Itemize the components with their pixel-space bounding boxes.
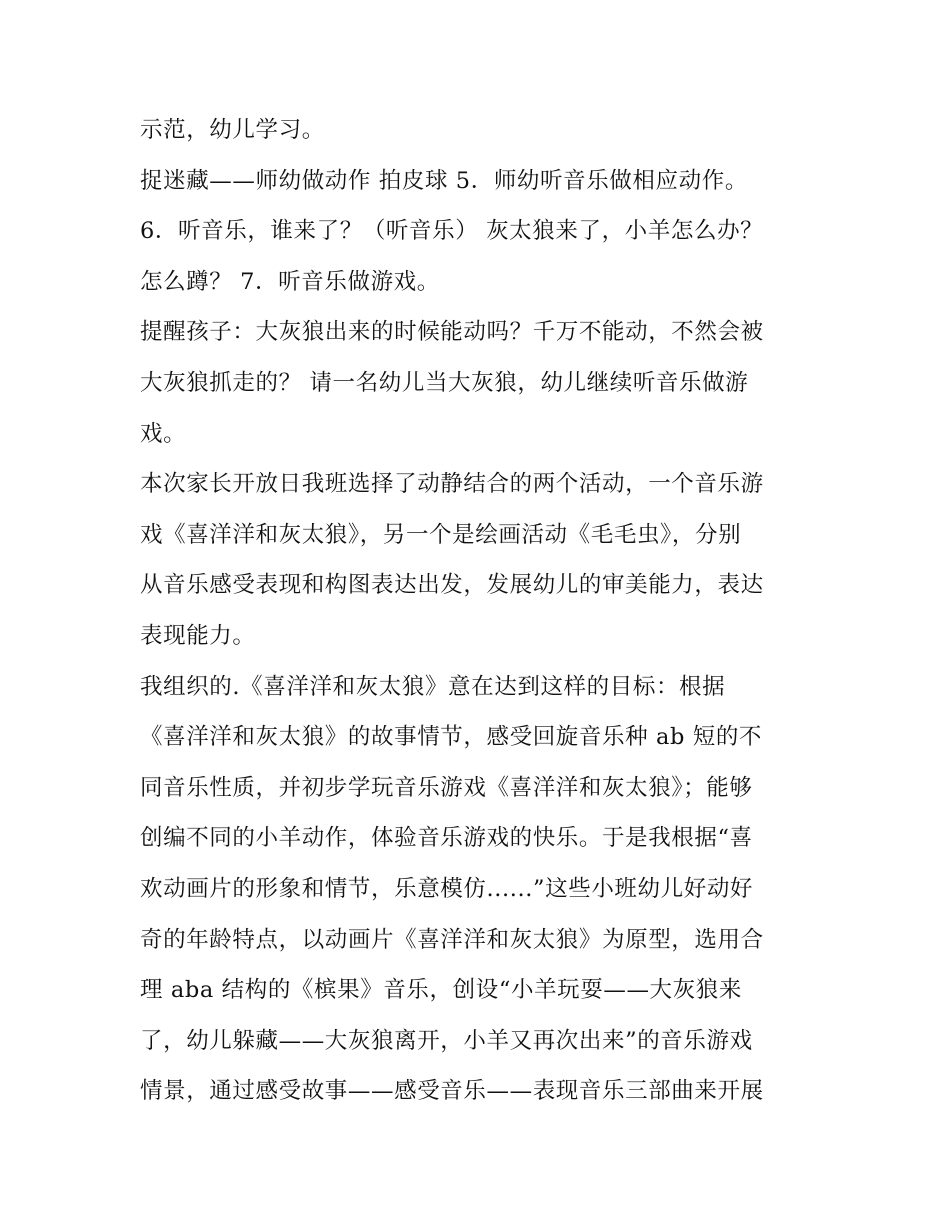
text-line: 同音乐性质，并初步学玩音乐游戏《喜洋洋和灰太狼》；能够 bbox=[140, 775, 753, 801]
text-line: 示范，幼儿学习。 bbox=[140, 117, 325, 143]
text-line: 怎么蹲？ 7．听音乐做游戏。 bbox=[140, 269, 440, 295]
text-line: 理 aba 结构的《槟果》音乐，创设“小羊玩耍——大灰狼来 bbox=[140, 977, 742, 1003]
text-line: 捉迷藏——师幼做动作 拍皮球 5．师幼听音乐做相应动作。 bbox=[140, 168, 748, 194]
text-line: 了，幼儿躲藏——大灰狼离开，小羊又再次出来”的音乐游戏 bbox=[140, 1028, 753, 1054]
text-line: 戏《喜洋洋和灰太狼》，另一个是绘画活动《毛毛虫》，分别 bbox=[140, 522, 742, 548]
text-line: 本次家长开放日我班选择了动静结合的两个活动，一个音乐游 bbox=[140, 471, 764, 497]
text-line: 戏。 bbox=[140, 421, 187, 447]
text-line: 我组织的.《喜洋洋和灰太狼》意在达到这样的目标：根据 bbox=[140, 674, 726, 700]
text-line: 欢动画片的形象和情节，乐意模仿......”这些小班幼儿好动好 bbox=[140, 876, 754, 902]
text-line: 6．听音乐，谁来了？（听音乐） 灰太狼来了，小羊怎么办？ bbox=[140, 218, 764, 244]
text-line: 创编不同的小羊动作，体验音乐游戏的快乐。于是我根据“喜 bbox=[140, 825, 753, 851]
text-line: 《喜洋洋和灰太狼》的故事情节，感受回旋音乐种 ab 短的不 bbox=[140, 724, 763, 750]
text-line: 表现能力。 bbox=[140, 623, 256, 649]
text-line: 提醒孩子：大灰狼出来的时候能动吗？千万不能动，不然会被 bbox=[140, 319, 764, 345]
text-line: 大灰狼抓走的？ 请一名幼儿当大灰狼，幼儿继续听音乐做游 bbox=[140, 370, 749, 396]
text-line: 奇的年龄特点，以动画片《喜洋洋和灰太狼》为原型，选用合 bbox=[140, 927, 764, 953]
text-line: 情景，通过感受故事——感受音乐——表现音乐三部曲来开展 bbox=[140, 1078, 764, 1104]
text-line: 从音乐感受表现和构图表达出发，发展幼儿的审美能力，表达 bbox=[140, 572, 764, 598]
